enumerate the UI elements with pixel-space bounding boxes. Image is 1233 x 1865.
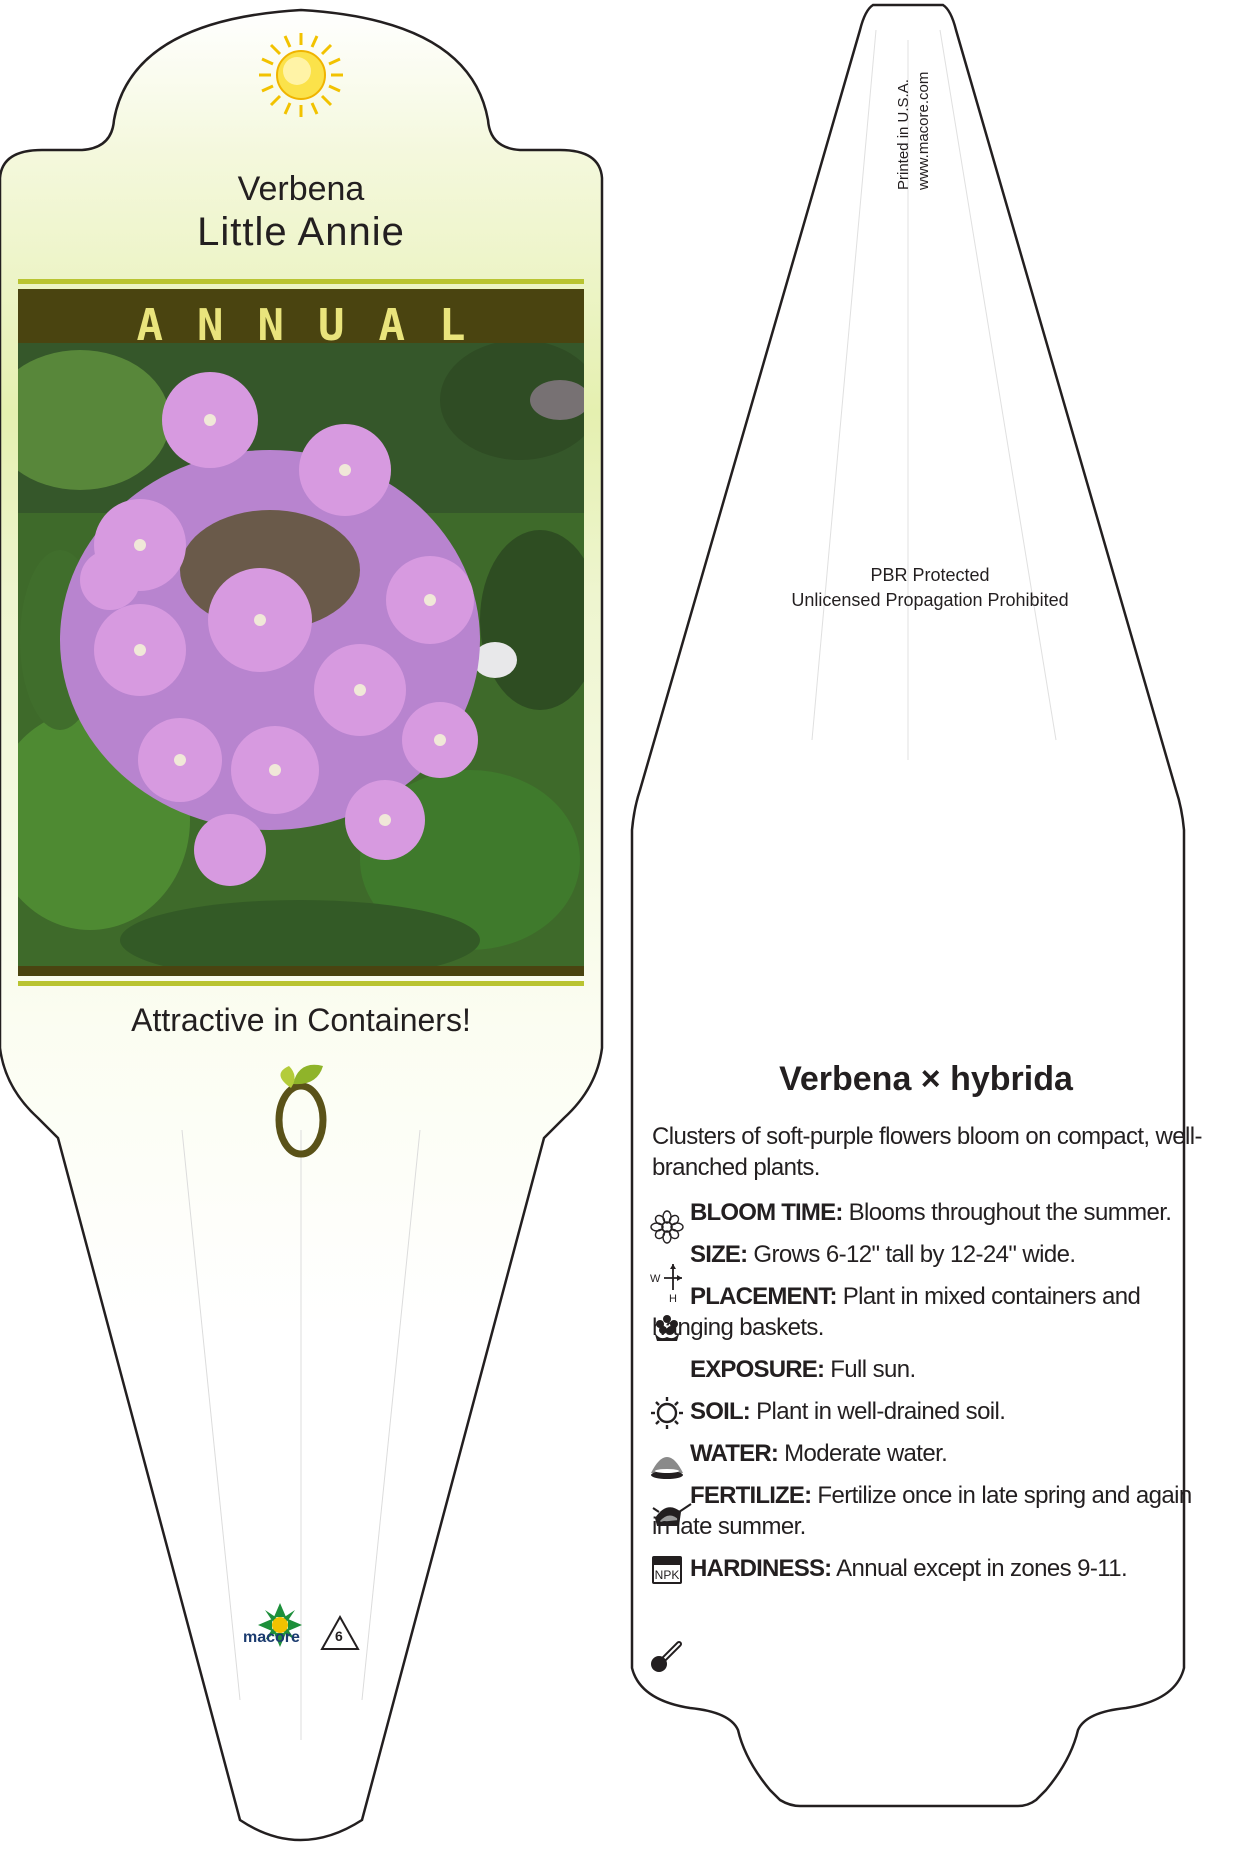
printed-line-1: Printed in U.S.A.: [895, 79, 912, 190]
care-text: Full sun.: [830, 1356, 916, 1383]
care-row-water: [652, 1438, 1212, 1469]
sun-icon-slot: [652, 1354, 682, 1382]
upper-rule: [18, 279, 584, 284]
care-label: HARDINESS:: [690, 1555, 832, 1582]
printed-line-2: www.macore.com: [915, 71, 932, 190]
care-row-hardiness: [652, 1553, 1212, 1584]
soil-icon-slot: [652, 1396, 682, 1424]
printed-in-note: [894, 72, 934, 190]
lower-rule: [18, 981, 584, 986]
care-text: Annual except in zones 9-11.: [836, 1555, 1128, 1582]
plant-description: Clusters of soft-purple flowers bloom on compact, well-branched plants.: [652, 1123, 1202, 1181]
care-row-size: [652, 1239, 1212, 1270]
svg-text:NPK: NPK: [654, 1568, 680, 1582]
care-label: SIZE:: [690, 1241, 748, 1268]
care-text: Blooms throughout the summer.: [848, 1199, 1172, 1226]
svg-text:W: W: [650, 1273, 661, 1285]
care-text: Plant in mixed containers and hanging baskets.: [652, 1283, 1141, 1341]
care-label: SOIL:: [690, 1398, 750, 1425]
plant-variety: Little Annie: [197, 210, 405, 254]
thermometer-icon-slot: [652, 1553, 682, 1581]
care-label: FERTILIZE:: [690, 1482, 812, 1509]
care-row-fertilize: [652, 1480, 1212, 1542]
care-row-bloom-time: [652, 1197, 1212, 1228]
plant-genus: Verbena: [237, 170, 365, 208]
care-text: Moderate water.: [784, 1440, 948, 1467]
care-row-exposure: [652, 1354, 1212, 1385]
pbr-line-1: PBR Protected: [870, 565, 990, 585]
care-label: BLOOM TIME:: [690, 1199, 843, 1226]
care-label: WATER:: [690, 1440, 779, 1467]
svg-text:H: H: [669, 1293, 677, 1305]
care-label: EXPOSURE:: [690, 1356, 825, 1383]
flower-photo: [0, 340, 600, 980]
brand-name: macore: [243, 1629, 300, 1646]
watering-can-icon-slot: [652, 1438, 682, 1466]
care-info: [652, 1060, 1212, 1584]
tagline: Attractive in Containers!: [131, 1002, 471, 1038]
placement-icon-slot: [652, 1281, 682, 1309]
scientific-name: Verbena × hybrida: [779, 1060, 1073, 1098]
pbr-notice: [720, 563, 1140, 613]
size-icon-slot: [652, 1239, 682, 1267]
flower-icon-slot: [652, 1197, 682, 1225]
care-row-soil: [652, 1396, 1212, 1427]
pbr-line-2: Unlicensed Propagation Prohibited: [791, 590, 1069, 610]
care-text: Fertilize once in late spring and again in late summer.: [652, 1482, 1192, 1540]
care-row-placement: [652, 1281, 1212, 1343]
lower-band: [18, 966, 584, 976]
category-label: ANNUAL: [136, 300, 500, 351]
care-text: Plant in well-drained soil.: [756, 1398, 1006, 1425]
care-text: Grows 6-12" tall by 12-24" wide.: [753, 1241, 1076, 1268]
recycle-code: 6: [335, 1628, 343, 1644]
npk-icon-slot: [652, 1480, 682, 1508]
care-label: PLACEMENT:: [690, 1283, 837, 1310]
